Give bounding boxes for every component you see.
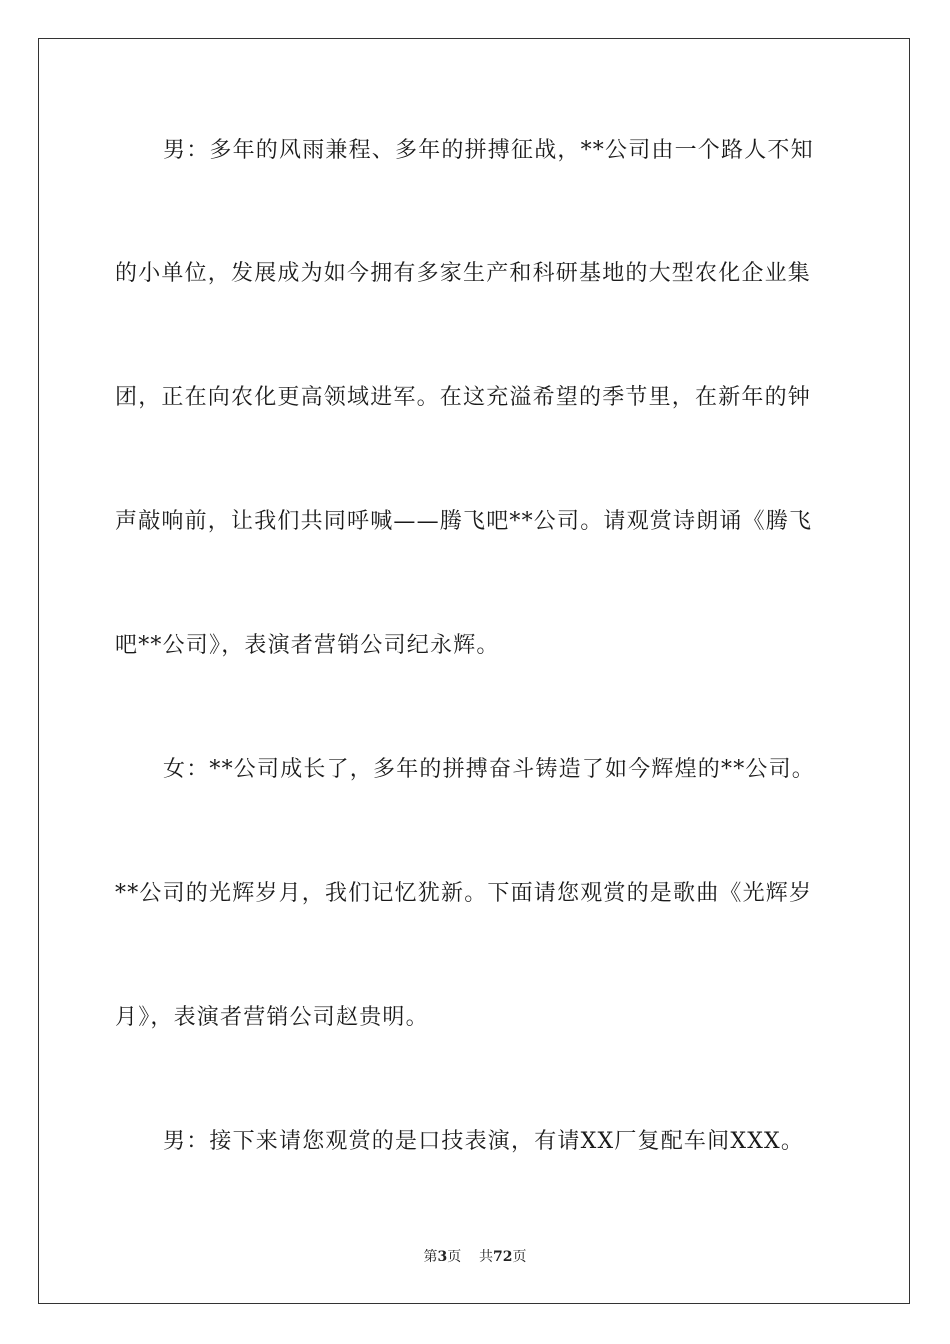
page-footer xyxy=(0,1246,950,1266)
paragraph-line: 月》，表演者营销公司赵贵明。 xyxy=(115,1005,429,1030)
page-current: 3 xyxy=(437,1249,448,1265)
paragraph-line: 的小单位，发展成为如今拥有多家生产和科研基地的大型农化企业集 xyxy=(115,261,812,286)
page-total: 72 xyxy=(493,1249,513,1265)
page-unit: 页 xyxy=(447,1249,462,1265)
total-unit: 页 xyxy=(512,1249,527,1265)
paragraph-line: 男：多年的风雨兼程、多年的拼搏征战，**公司由一个路人不知 xyxy=(163,138,814,163)
paragraph-line: 女：**公司成长了，多年的拼搏奋斗铸造了如今辉煌的**公司。 xyxy=(163,757,816,782)
page-prefix: 第 xyxy=(423,1249,438,1265)
total-prefix: 共 xyxy=(479,1249,494,1265)
paragraph-line: 吧**公司》，表演者营销公司纪永辉。 xyxy=(115,633,500,658)
paragraph-line: 男：接下来请您观赏的是口技表演，有请XX厂复配车间XXX。 xyxy=(163,1129,805,1154)
paragraph-line: 声敲响前，让我们共同呼喊——腾飞吧**公司。请观赏诗朗诵《腾飞 xyxy=(115,509,813,534)
paragraph-line: **公司的光辉岁月，我们记忆犹新。下面请您观赏的是歌曲《光辉岁 xyxy=(115,881,813,906)
paragraph-line: 团，正在向农化更高领域进军。在这充溢希望的季节里，在新年的钟 xyxy=(115,385,812,410)
page-border xyxy=(38,38,910,1304)
